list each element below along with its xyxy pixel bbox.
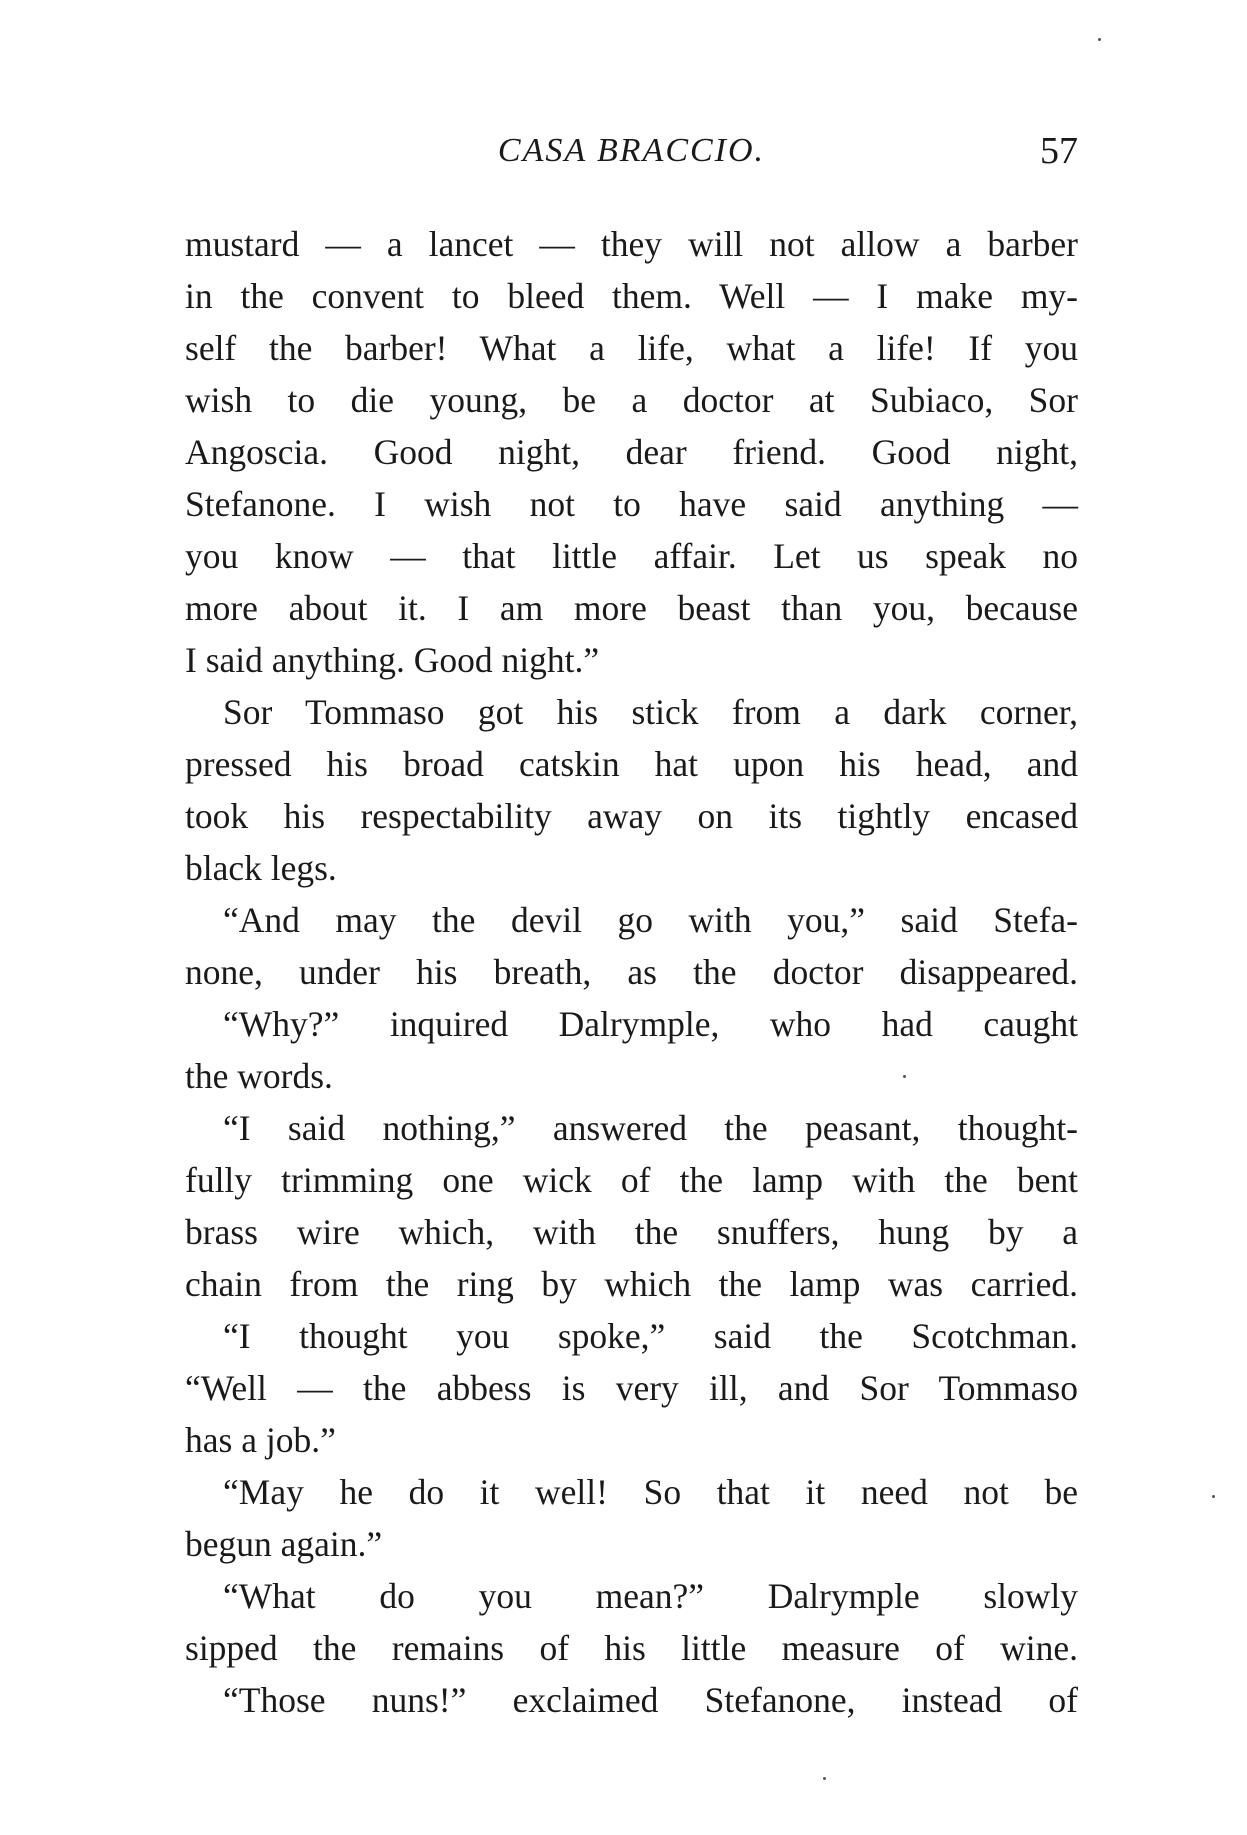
text-line: has a job.” xyxy=(185,1420,336,1460)
text-line: chain from the ring by which the lamp was carried. xyxy=(185,1264,1078,1304)
text-line: mustard — a lancet — they will not allow a barber xyxy=(185,224,1078,264)
text-line: in the convent to bleed them. Well — I make my- xyxy=(185,276,1078,316)
text-line: “And may the devil go with you,” said Stefa- xyxy=(223,900,1078,940)
text-line: more about it. I am more beast than you, because xyxy=(185,588,1078,628)
text-line: I said anything. Good night.” xyxy=(185,640,600,680)
text-line: Sor Tommaso got his stick from a dark corner, xyxy=(223,692,1078,732)
paper-speck xyxy=(1212,1495,1215,1498)
text-line: pressed his broad catskin hat upon his head, and xyxy=(185,744,1078,784)
text-line: “Well — the abbess is very ill, and Sor Tommaso xyxy=(185,1368,1078,1408)
paper-speck xyxy=(1098,38,1101,41)
text-line: black legs. xyxy=(185,848,337,888)
text-line: you know — that little affair. Let us speak no xyxy=(185,536,1078,576)
text-line: none, under his breath, as the doctor disappeared. xyxy=(185,952,1078,992)
text-line: “Those nuns!” exclaimed Stefanone, instead of xyxy=(223,1680,1078,1720)
text-line: fully trimming one wick of the lamp with the bent xyxy=(185,1160,1078,1200)
paper-speck xyxy=(823,1777,826,1780)
text-body xyxy=(185,218,1078,1726)
text-line: the words. xyxy=(185,1056,333,1096)
text-line: Angoscia. Good night, dear friend. Good night, xyxy=(185,432,1078,472)
text-line: wish to die young, be a doctor at Subiaco, Sor xyxy=(185,380,1078,420)
text-line: “I said nothing,” answered the peasant, thought- xyxy=(223,1108,1078,1148)
text-line: Stefanone. I wish not to have said anything — xyxy=(185,484,1078,524)
text-line: begun again.” xyxy=(185,1524,383,1564)
text-line: “I thought you spoke,” said the Scotchman. xyxy=(223,1316,1078,1356)
running-head xyxy=(185,126,1078,176)
page-number: 57 xyxy=(1040,130,1078,172)
running-title: CASA BRACCIO. xyxy=(497,132,766,169)
text-line: took his respectability away on its tightly encased xyxy=(185,796,1078,836)
text-line: brass wire which, with the snuffers, hung by a xyxy=(185,1212,1078,1252)
text-line: “May he do it well! So that it need not be xyxy=(223,1472,1078,1512)
text-line: “What do you mean?” Dalrymple slowly xyxy=(223,1576,1078,1616)
text-line: sipped the remains of his little measure of wine. xyxy=(185,1628,1078,1668)
paper-speck xyxy=(903,1075,906,1078)
text-line: “Why?” inquired Dalrymple, who had caught xyxy=(223,1004,1078,1044)
text-line: self the barber! What a life, what a life! If you xyxy=(185,328,1078,368)
